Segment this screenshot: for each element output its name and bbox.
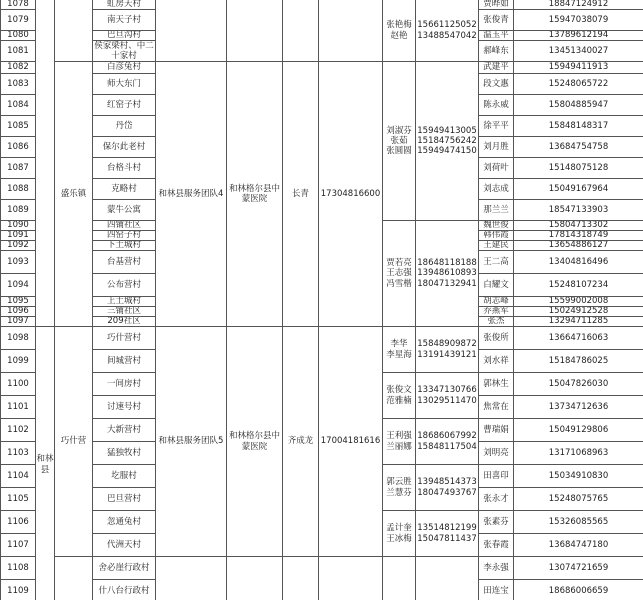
county-name: 和林县	[35, 326, 55, 600]
contact-phone: 17814318749	[513, 230, 643, 241]
doctor-phones: 15661125052 13488547042	[415, 0, 479, 62]
village-contact: 王二高	[478, 250, 514, 274]
row-number: 1083	[0, 73, 36, 95]
row-number: 1078	[0, 0, 36, 10]
doctor-names	[382, 556, 416, 600]
doctor-phones	[415, 556, 479, 600]
village-name: 四铺社区	[92, 220, 156, 231]
town-name	[54, 556, 93, 600]
row-number: 1095	[0, 296, 36, 307]
row-number: 1107	[0, 533, 36, 557]
row-number: 1103	[0, 441, 36, 465]
village-name: 红窑子村	[92, 94, 156, 116]
village-contact: 温玉平	[478, 30, 514, 41]
village-name: 上土城村	[92, 296, 156, 307]
contact-phone: 13684754758	[513, 136, 643, 158]
contact-phone: 13789612194	[513, 30, 643, 41]
leader-phone: 17304816600	[318, 61, 383, 327]
contact-phone: 15248107234	[513, 273, 643, 297]
doctor-phones: 15848909872 13191439121	[415, 326, 479, 373]
leader-phone: 17004181616	[318, 326, 383, 557]
row-number: 1105	[0, 487, 36, 511]
row-number: 1089	[0, 199, 36, 221]
contact-phone: 18847124912	[513, 0, 643, 10]
village-name: 公布营村	[92, 273, 156, 297]
doctor-phones: 13514812199 15047811437	[415, 510, 479, 557]
row-number: 1100	[0, 372, 36, 396]
doctor-names: 张俊文 范雅楠	[382, 372, 416, 419]
village-contact: 那兰兰	[478, 199, 514, 221]
contact-phone: 15049167964	[513, 178, 643, 200]
village-name: 讨速号村	[92, 395, 156, 419]
contact-phone: 13294711285	[513, 316, 643, 327]
village-contact: 田连宝	[478, 579, 514, 600]
doctor-phones: 18686067992 15848117504	[415, 418, 479, 465]
contact-phone: 15947038079	[513, 9, 643, 31]
village-name: 什八台行政村	[92, 579, 156, 600]
village-name: 四窑子村	[92, 230, 156, 241]
contact-phone: 13654886127	[513, 240, 643, 251]
doctor-phones: 15949413005 15184756242 15949474150	[415, 61, 479, 221]
contact-phone: 15248075765	[513, 487, 643, 511]
village-contact: 陈永威	[478, 94, 514, 116]
village-name: 间城营村	[92, 349, 156, 373]
contact-phone: 15049129806	[513, 418, 643, 442]
row-number: 1108	[0, 556, 36, 580]
row-number: 1090	[0, 220, 36, 231]
village-name: 巧什营村	[92, 326, 156, 350]
village-contact: 胡志峰	[478, 296, 514, 307]
village-contact: 武建平	[478, 61, 514, 74]
service-team	[155, 0, 227, 62]
village-contact: 张杰	[478, 316, 514, 327]
village-contact: 焦常在	[478, 395, 514, 419]
contact-phone: 13074721659	[513, 556, 643, 580]
contact-phone: 15184786025	[513, 349, 643, 373]
village-contact: 段文惠	[478, 73, 514, 95]
village-contact: 贾晔如	[478, 0, 514, 10]
doctor-names: 刘淑芬 张茹 张圆圆	[382, 61, 416, 221]
village-name: 侯家梁村、中二十家村	[92, 40, 156, 62]
row-number: 1092	[0, 240, 36, 251]
service-team	[155, 556, 227, 600]
village-name: 巴旦沟村	[92, 30, 156, 41]
row-number: 1091	[0, 230, 36, 241]
doctor-phones: 18648118188 13948610893 18047132941	[415, 220, 479, 327]
village-name: 209社区	[92, 316, 156, 327]
row-number: 1101	[0, 395, 36, 419]
town-name: 盛乐镇	[54, 61, 93, 327]
contact-phone: 15949411913	[513, 61, 643, 74]
village-contact: 张俊青	[478, 9, 514, 31]
leader-name: 长青	[282, 61, 319, 327]
village-name: 舍必崖行政村	[92, 556, 156, 580]
doctor-names: 张艳梅 赵艳	[382, 0, 416, 62]
row-number: 1094	[0, 273, 36, 297]
row-number: 1086	[0, 136, 36, 158]
contact-phone: 15326085565	[513, 510, 643, 534]
village-contact: 张俊所	[478, 326, 514, 350]
village-contact: 张春霞	[478, 533, 514, 557]
contact-phone: 15047826030	[513, 372, 643, 396]
town-name	[54, 0, 93, 62]
village-name: 三铺社区	[92, 306, 156, 317]
village-contact: 张素芬	[478, 510, 514, 534]
leader-name	[282, 556, 319, 600]
village-contact: 刘明亮	[478, 441, 514, 465]
row-number: 1082	[0, 61, 36, 74]
contact-phone: 13171068963	[513, 441, 643, 465]
village-name: 师大东门	[92, 73, 156, 95]
leader-phone	[318, 0, 383, 62]
doctor-names: 郭云胜 兰慧芬	[382, 464, 416, 511]
row-number: 1081	[0, 40, 36, 62]
contact-phone: 13451340027	[513, 40, 643, 62]
village-name: 保尔此老村	[92, 136, 156, 158]
village-name: 圪服村	[92, 464, 156, 488]
village-contact: 王建民	[478, 240, 514, 251]
village-contact: 郭林生	[478, 372, 514, 396]
row-number: 1084	[0, 94, 36, 116]
row-number: 1097	[0, 316, 36, 327]
village-name: 猛独牧村	[92, 441, 156, 465]
village-name: 南天子村	[92, 9, 156, 31]
contact-phone: 18686006659	[513, 579, 643, 600]
contact-phone: 18547133903	[513, 199, 643, 221]
village-name: 白彦兔村	[92, 61, 156, 74]
contact-phone: 15599002008	[513, 296, 643, 307]
village-contact: 张永才	[478, 487, 514, 511]
village-name: 蒙牛公寓	[92, 199, 156, 221]
village-contact: 曹瑞娟	[478, 418, 514, 442]
village-contact: 刘月胜	[478, 136, 514, 158]
village-name: 巴旦营村	[92, 487, 156, 511]
village-name: 下土城村	[92, 240, 156, 251]
contact-phone: 15848148317	[513, 115, 643, 137]
village-contact: 刘志成	[478, 178, 514, 200]
contact-phone: 15804885947	[513, 94, 643, 116]
service-team: 和林县服务团队5	[155, 326, 227, 557]
village-contact: 郝峰东	[478, 40, 514, 62]
village-contact: 刘荷叶	[478, 157, 514, 179]
contact-phone: 15148075128	[513, 157, 643, 179]
row-number: 1093	[0, 250, 36, 274]
row-number: 1109	[0, 579, 36, 600]
row-number: 1087	[0, 157, 36, 179]
village-name: 台格斗村	[92, 157, 156, 179]
contact-phone: 15034910830	[513, 464, 643, 488]
doctor-names: 王利强 兰丽娜	[382, 418, 416, 465]
contact-phone: 15248065722	[513, 73, 643, 95]
doctor-phones: 13347130766 13029511470	[415, 372, 479, 419]
village-contact: 乔燕军	[478, 306, 514, 317]
hospital-name	[226, 0, 283, 62]
row-number: 1096	[0, 306, 36, 317]
village-contact: 韩伟霞	[478, 230, 514, 241]
village-name: 忽通兔村	[92, 510, 156, 534]
village-contact: 田喜印	[478, 464, 514, 488]
row-number: 1106	[0, 510, 36, 534]
town-name: 巧什营	[54, 326, 93, 557]
row-number: 1102	[0, 418, 36, 442]
doctor-phones: 13948514373 18047493767	[415, 464, 479, 511]
leader-name: 齐成龙	[282, 326, 319, 557]
row-number: 1088	[0, 178, 36, 200]
village-name: 一间房村	[92, 372, 156, 396]
leader-phone	[318, 556, 383, 600]
service-team: 和林县服务团队4	[155, 61, 227, 327]
village-name: 代洲天村	[92, 533, 156, 557]
village-contact: 徐平平	[478, 115, 514, 137]
contact-phone: 13404816496	[513, 250, 643, 274]
village-contact: 白耀文	[478, 273, 514, 297]
hospital-name: 和林格尔县中蒙医院	[226, 326, 283, 557]
village-name: 大新营村	[92, 418, 156, 442]
hospital-name: 和林格尔县中蒙医院	[226, 61, 283, 327]
village-contact: 魏世俊	[478, 220, 514, 231]
contact-phone: 13734712636	[513, 395, 643, 419]
row-number: 1079	[0, 9, 36, 31]
doctor-names: 孟计奎 王冰梅	[382, 510, 416, 557]
hospital-name	[226, 556, 283, 600]
row-number: 1098	[0, 326, 36, 350]
village-name: 虹房天村	[92, 0, 156, 10]
row-number: 1080	[0, 30, 36, 41]
row-number: 1085	[0, 115, 36, 137]
contact-phone: 13684747180	[513, 533, 643, 557]
leader-name	[282, 0, 319, 62]
village-name: 台基营村	[92, 250, 156, 274]
village-contact: 刘水祥	[478, 349, 514, 373]
village-name: 克略村	[92, 178, 156, 200]
contact-phone: 13664716063	[513, 326, 643, 350]
contact-phone: 15024912528	[513, 306, 643, 317]
doctor-names: 贾若亮 王志强 冯雪楷	[382, 220, 416, 327]
village-contact: 李永强	[478, 556, 514, 580]
contact-phone: 15804713302	[513, 220, 643, 231]
village-name: 丹岱	[92, 115, 156, 137]
doctor-names: 李华 李星海	[382, 326, 416, 373]
row-number: 1104	[0, 464, 36, 488]
row-number: 1099	[0, 349, 36, 373]
